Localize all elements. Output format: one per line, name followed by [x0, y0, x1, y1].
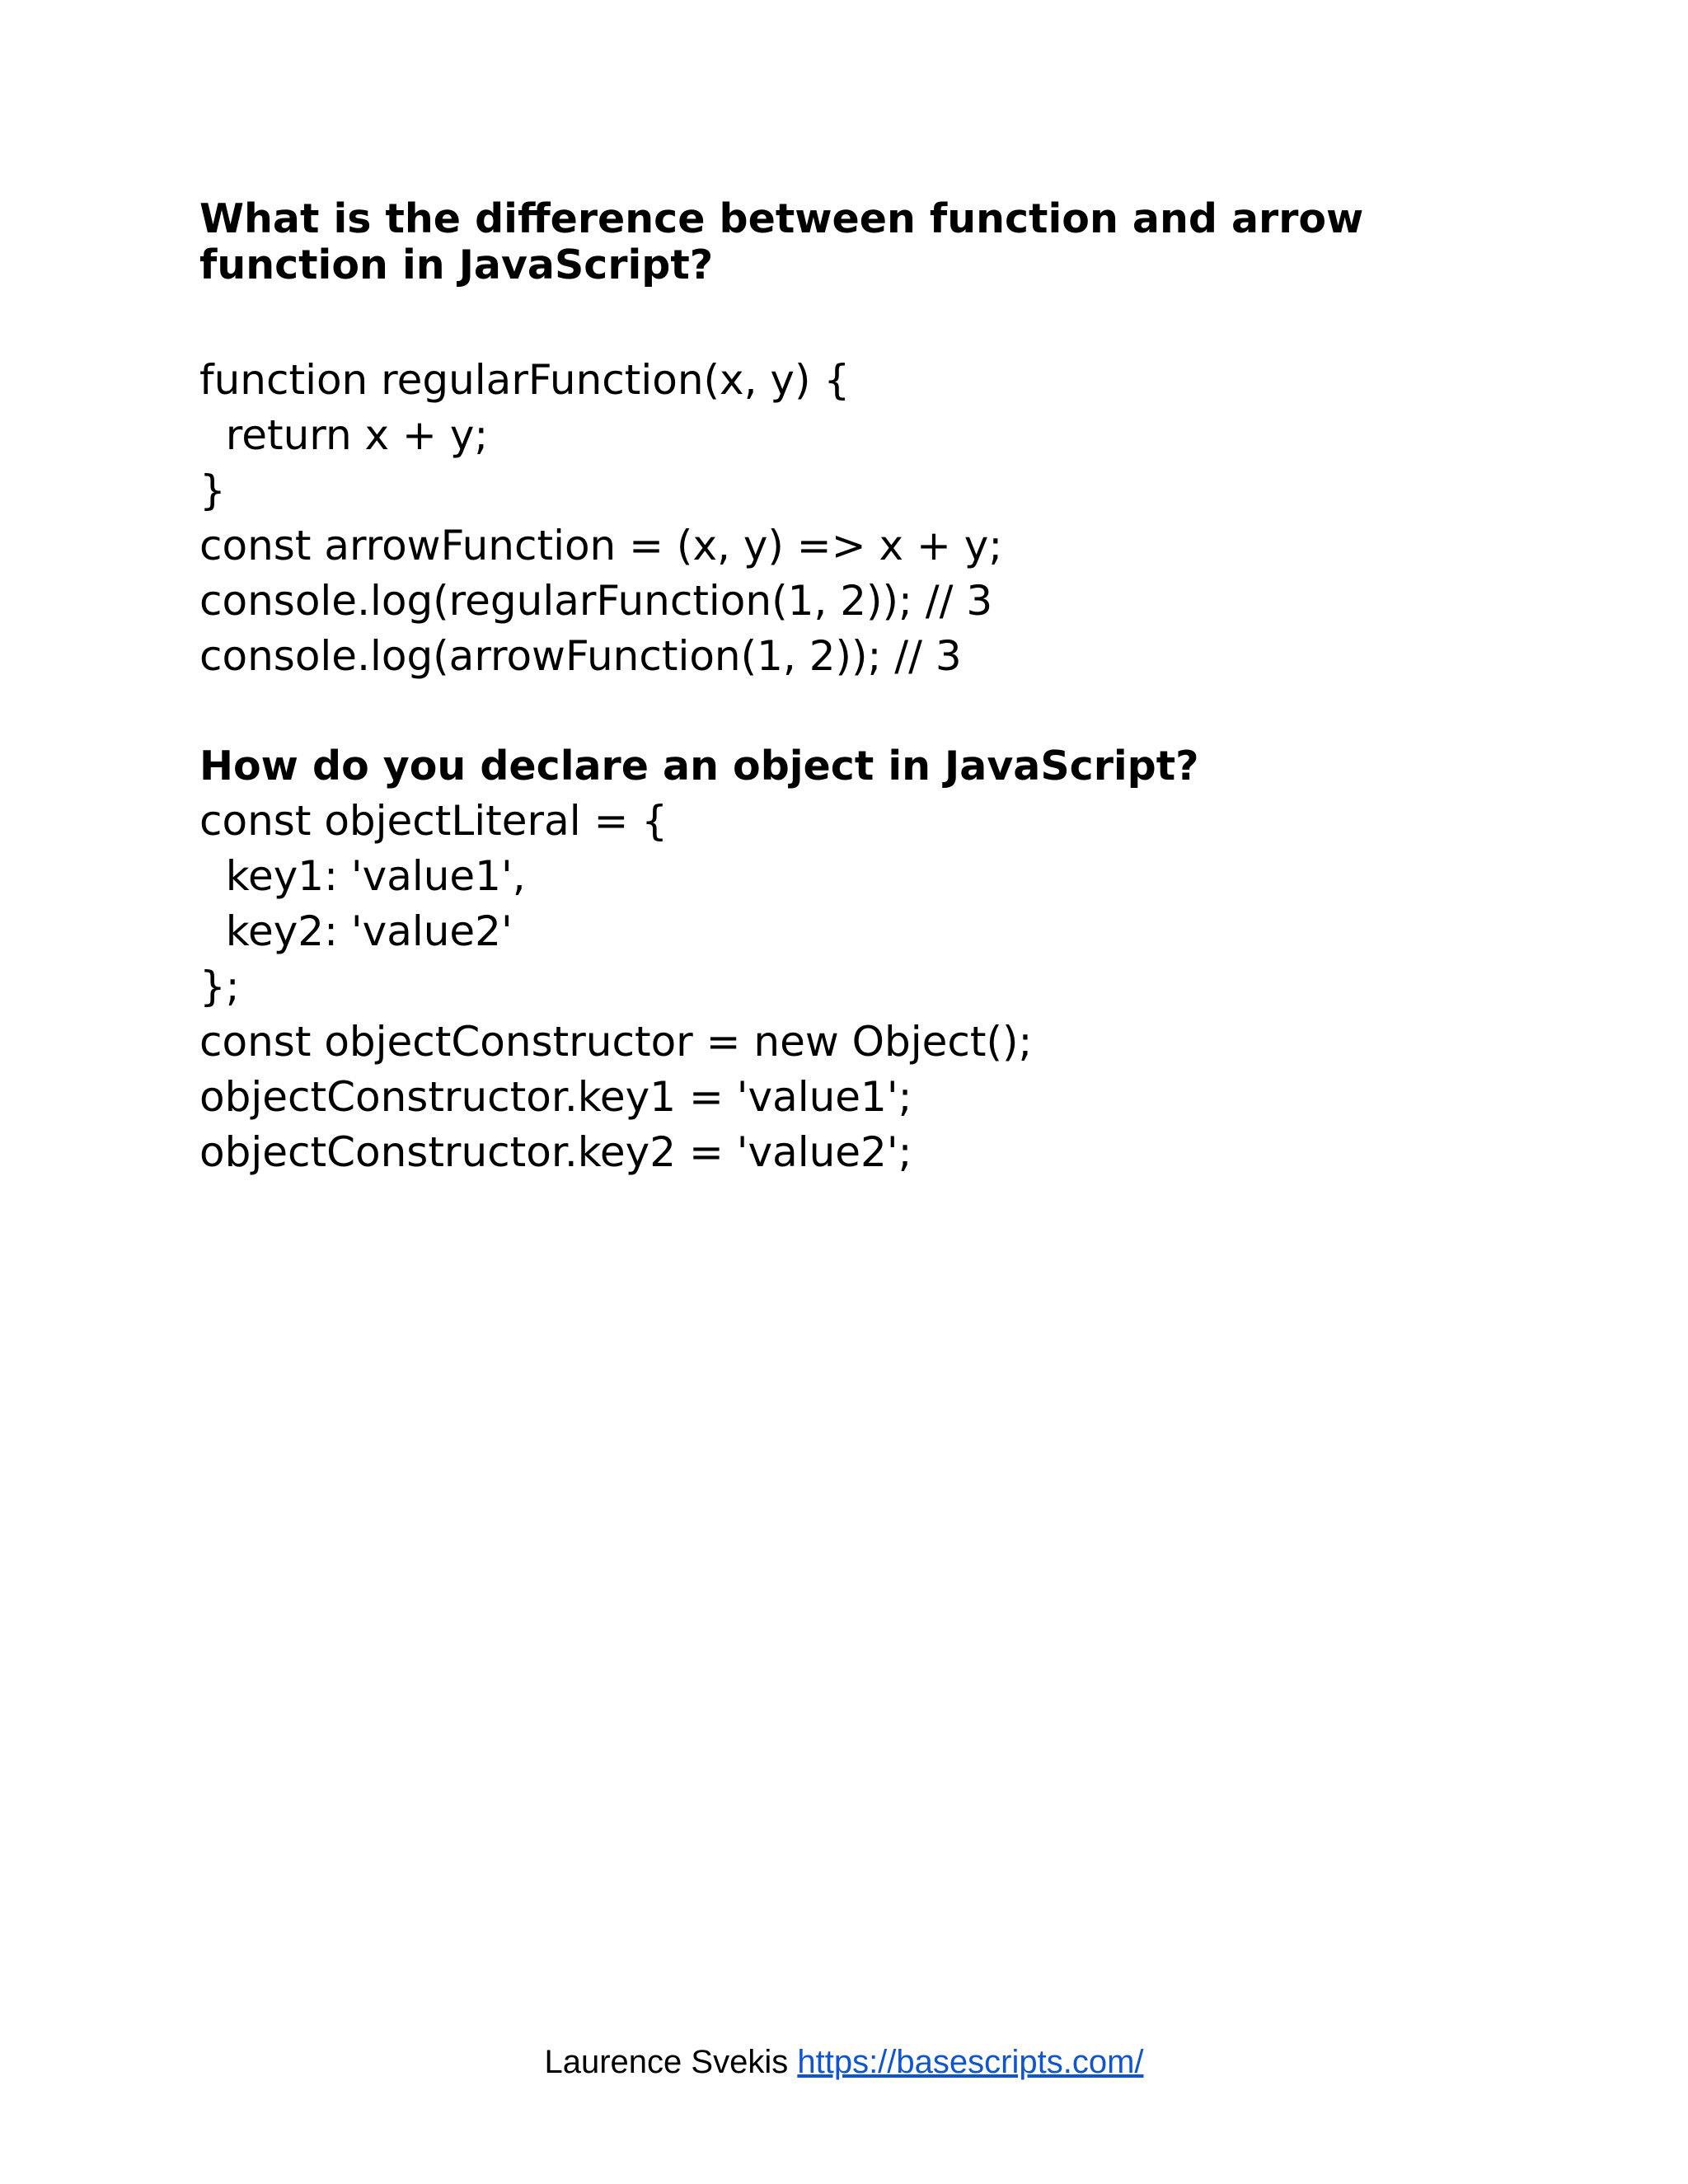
- code-line: return x + y;: [199, 411, 489, 459]
- code-line: };: [199, 963, 240, 1010]
- code-line: console.log(regularFunction(1, 2)); // 3: [199, 577, 993, 625]
- code-line: const objectLiteral = {: [199, 797, 668, 845]
- code-block-1: [199, 353, 1518, 684]
- footer-author: Laurence Svekis: [544, 2044, 789, 2080]
- code-line: objectConstructor.key1 = 'value1';: [199, 1073, 912, 1121]
- code-line: }: [199, 466, 226, 514]
- code-line: const arrowFunction = (x, y) => x + y;: [199, 522, 1003, 569]
- code-line: key2: 'value2': [199, 907, 513, 955]
- code-line: console.log(arrowFunction(1, 2)); // 3: [199, 632, 962, 680]
- code-block-2: [199, 794, 1518, 1180]
- code-line: key1: 'value1',: [199, 852, 526, 900]
- question-heading-1: What is the difference between function and arrow function in JavaScript?: [199, 195, 1378, 288]
- question-heading-2: How do you declare an object in JavaScript?: [199, 743, 1199, 790]
- spacer: [199, 684, 1518, 738]
- footer-link[interactable]: https://basescripts.com/: [797, 2044, 1144, 2080]
- spacer: [199, 288, 1518, 353]
- document-content: [199, 196, 1518, 1180]
- page-footer: [0, 2042, 1688, 2082]
- code-line: function regularFunction(x, y) {: [199, 356, 851, 404]
- code-line: const objectConstructor = new Object();: [199, 1018, 1033, 1066]
- code-line: objectConstructor.key2 = 'value2';: [199, 1128, 912, 1176]
